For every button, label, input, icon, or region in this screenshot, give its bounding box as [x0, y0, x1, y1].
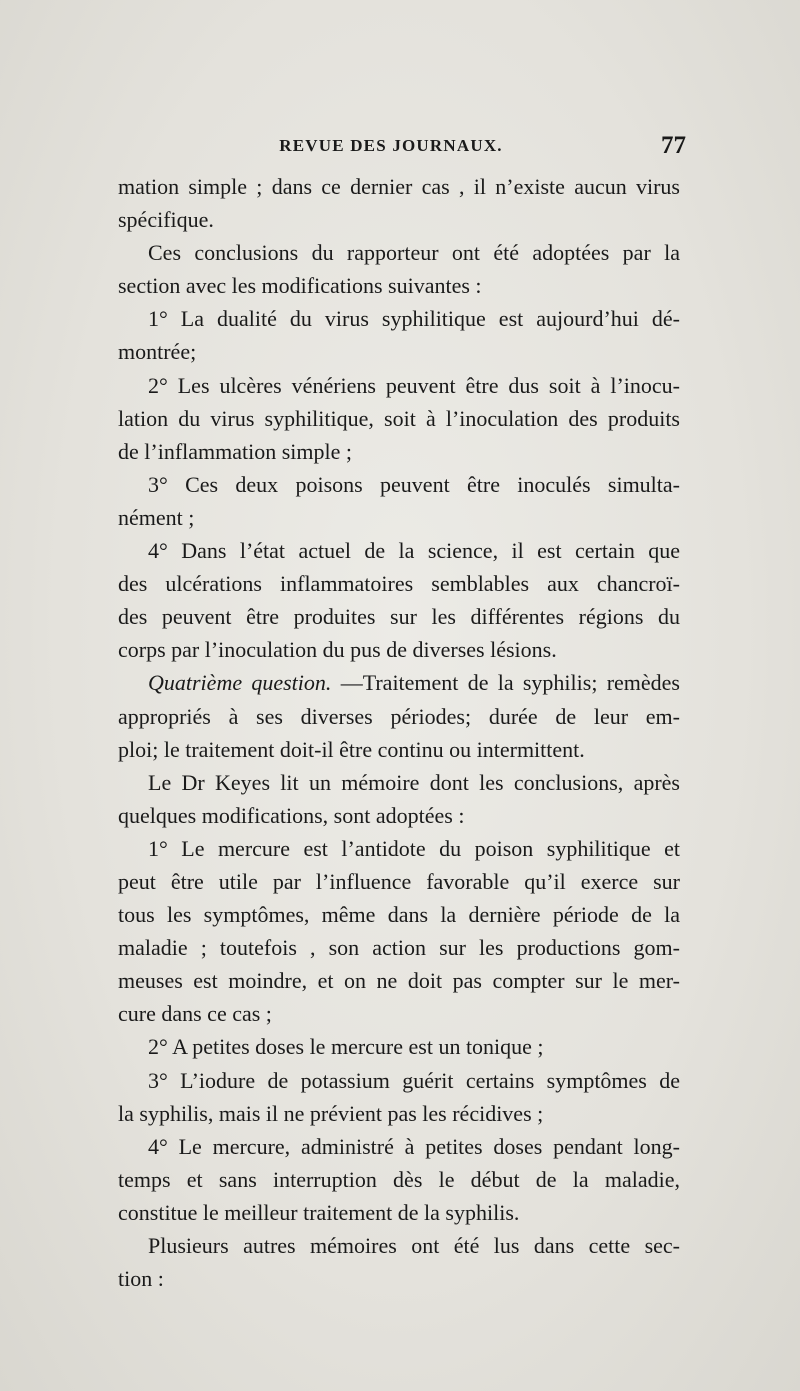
text-line: quelques modifications, sont adoptées :	[118, 802, 465, 828]
text-line: meuses est moindre, et on ne doit pas compter sur le mer-	[118, 968, 680, 994]
text-line: ploi; le traitement doit-il être continu ou intermittent.	[118, 736, 585, 762]
text-line: Plusieurs autres mémoires ont été lus dans cette sec-	[148, 1233, 680, 1258]
text-line: corps par l’inoculation du pus de diverses lésions.	[118, 637, 557, 663]
text-line: temps et sans interruption dès le début de la maladie,	[118, 1166, 680, 1192]
page-number: 77	[661, 132, 686, 159]
text-line: cure dans ce cas ;	[118, 1001, 272, 1027]
text-line: lation du virus syphilitique, soit à l’inoculation des produits	[118, 405, 680, 431]
text-line: 3° Ces deux poisons peuvent être inoculés simulta-	[148, 471, 680, 497]
text-line: la syphilis, mais il ne prévient pas les récidives ;	[118, 1100, 544, 1126]
text-line: section avec les modifications suivantes :	[118, 273, 482, 299]
text-line: Le Dr Keyes lit un mémoire dont les conclusions, après	[148, 769, 680, 795]
page-header	[96, 132, 686, 166]
section-heading-rest: —Traitement de la syphilis; remèdes	[331, 670, 680, 696]
text-line: tion :	[118, 1266, 164, 1292]
text-line: 2° A petites doses le mercure est un tonique ;	[148, 1034, 544, 1060]
text-line: des ulcérations inflammatoires semblables aux chancroï-	[118, 571, 680, 597]
body-text	[118, 170, 680, 1295]
text-line: maladie ; toutefois , son action sur les productions gom-	[118, 935, 680, 961]
text-line: 1° La dualité du virus syphilitique est aujourd’hui dé-	[148, 306, 680, 332]
text-line: montrée;	[118, 339, 197, 365]
text-line: nément ;	[118, 504, 195, 530]
text-line: de l’inflammation simple ;	[118, 438, 353, 464]
text-line: des peuvent être produites sur les différentes régions du	[118, 604, 680, 630]
text-line: tous les symptômes, même dans la dernière période de la	[118, 902, 680, 928]
text-line: 2° Les ulcères vénériens peuvent être dus soit à l’inocu-	[148, 372, 680, 398]
text-line: appropriés à ses diverses périodes; durée de leur em-	[118, 703, 680, 729]
text-line: peut être utile par l’influence favorable qu’il exerce sur	[118, 868, 680, 894]
section-heading-line	[118, 666, 680, 699]
text-line: Ces conclusions du rapporteur ont été adoptées par la	[148, 240, 680, 266]
text-line: 1° Le mercure est l’antidote du poison syphilitique et	[148, 835, 680, 861]
text-line: mation simple ; dans ce dernier cas , il n’existe aucun virus	[118, 174, 680, 199]
text-line: 3° L’iodure de potassium guérit certains symptômes de	[148, 1067, 680, 1093]
text-line: spécifique.	[118, 207, 214, 233]
text-line: 4° Dans l’état actuel de la science, il est certain que	[148, 538, 680, 564]
section-heading: Quatrième question.	[148, 670, 332, 696]
text-line: 4° Le mercure, administré à petites doses pendant long-	[148, 1133, 680, 1159]
text-line: constitue le meilleur traitement de la syphilis.	[118, 1199, 520, 1225]
running-head: REVUE DES JOURNAUX.	[279, 136, 503, 155]
